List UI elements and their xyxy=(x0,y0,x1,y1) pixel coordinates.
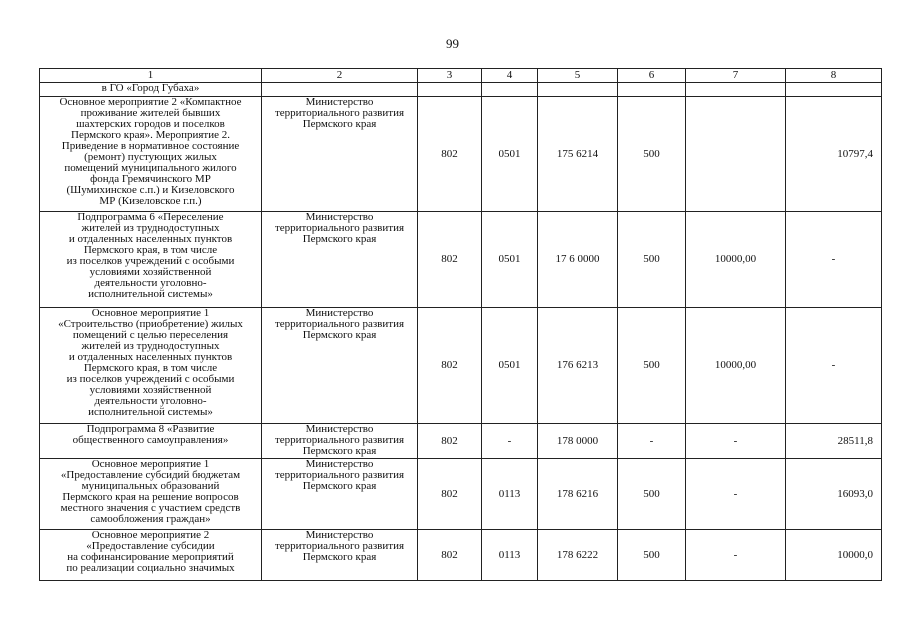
page-number: 99 xyxy=(446,36,459,51)
col5-cell: 17 6 0000 xyxy=(538,212,618,308)
col3-cell: 802 xyxy=(418,97,482,212)
col6-cell: 500 xyxy=(618,530,686,581)
col6-cell: 500 xyxy=(618,212,686,308)
table-row xyxy=(40,459,882,530)
header-row xyxy=(40,69,882,83)
table-row xyxy=(40,97,882,212)
header-cell-5: 5 xyxy=(538,69,618,83)
col4-cell: - xyxy=(482,424,538,459)
col7-cell: - xyxy=(686,424,786,459)
ministry-cell: Министерство территориального развития Пермского края xyxy=(262,530,418,581)
col3-cell: 802 xyxy=(418,212,482,308)
col4-cell: 0501 xyxy=(482,308,538,424)
ministry-cell xyxy=(262,83,418,97)
program-name-cell: Основное мероприятие 2 «Компактное проживание жителей бывших шахтерских городов и поселков Пермского края». Мероприятие 2. Приведение в нормативное состояние (ремонт) пустующих жилых помещений муниципального жилого фонда Гремячинского МР (Шумихинское с.п.) и Кизеловского МР (Кизеловское г.п.) xyxy=(40,97,262,212)
col3-cell: 802 xyxy=(418,424,482,459)
col7-cell: - xyxy=(686,459,786,530)
col3-cell: 802 xyxy=(418,530,482,581)
col8-cell: - xyxy=(786,308,882,424)
program-name-cell: в ГО «Город Губаха» xyxy=(40,83,262,97)
program-name-cell: Основное мероприятие 1 «Предоставление субсидий бюджетам муниципальных образований Пермского края на решение вопросов местного значения с участием средств самообложения граждан» xyxy=(40,459,262,530)
col6-cell: 500 xyxy=(618,97,686,212)
col6-cell: - xyxy=(618,424,686,459)
table-row xyxy=(40,424,882,459)
header-cell-6: 6 xyxy=(618,69,686,83)
col6-cell: 500 xyxy=(618,308,686,424)
ministry-cell: Министерство территориального развития Пермского края xyxy=(262,97,418,212)
col4-cell: 0501 xyxy=(482,97,538,212)
col7-cell xyxy=(686,97,786,212)
col7-cell: 10000,00 xyxy=(686,308,786,424)
header-cell-4: 4 xyxy=(482,69,538,83)
ministry-cell: Министерство территориального развития Пермского края xyxy=(262,308,418,424)
col4-cell xyxy=(482,83,538,97)
col4-cell: 0113 xyxy=(482,459,538,530)
header-cell-3: 3 xyxy=(418,69,482,83)
col6-cell: 500 xyxy=(618,459,686,530)
header-cell-7: 7 xyxy=(686,69,786,83)
header-cell-8: 8 xyxy=(786,69,882,83)
col7-cell xyxy=(686,83,786,97)
header-cell-1: 1 xyxy=(40,69,262,83)
col5-cell: 176 6213 xyxy=(538,308,618,424)
col4-cell: 0501 xyxy=(482,212,538,308)
ministry-cell: Министерство территориального развития Пермского края xyxy=(262,212,418,308)
program-name-cell: Основное мероприятие 1 «Строительство (приобретение) жилых помещений с целью переселения жителей из труднодоступных и отдаленных населенных пунктов Пермского края, в том числе из поселков учреждений с особыми условиями хозяйственной деятельности уголовно- исполнительной системы» xyxy=(40,308,262,424)
col3-cell xyxy=(418,83,482,97)
table-row xyxy=(40,83,882,97)
header-cell-2: 2 xyxy=(262,69,418,83)
table-row xyxy=(40,212,882,308)
col5-cell: 178 6216 xyxy=(538,459,618,530)
col4-cell: 0113 xyxy=(482,530,538,581)
col7-cell: 10000,00 xyxy=(686,212,786,308)
col8-cell: 10797,4 xyxy=(786,97,882,212)
ministry-cell: Министерство территориального развития Пермского края xyxy=(262,459,418,530)
ministry-cell: Министерство территориального развития Пермского края xyxy=(262,424,418,459)
table-row xyxy=(40,530,882,581)
col6-cell xyxy=(618,83,686,97)
budget-table xyxy=(39,68,882,581)
col3-cell: 802 xyxy=(418,459,482,530)
program-name-cell: Подпрограмма 6 «Переселение жителей из труднодоступных и отдаленных населенных пунктов Пермского края, в том числе из поселков учреждений с особыми условиями хозяйственной деятельности уголовно- исполнительной системы» xyxy=(40,212,262,308)
col8-cell xyxy=(786,83,882,97)
col8-cell: 10000,0 xyxy=(786,530,882,581)
col5-cell: 178 0000 xyxy=(538,424,618,459)
table-row xyxy=(40,308,882,424)
col5-cell: 178 6222 xyxy=(538,530,618,581)
col8-cell: 16093,0 xyxy=(786,459,882,530)
program-name-cell: Основное мероприятие 2 «Предоставление субсидии на софинансирование мероприятий по реализации социально значимых xyxy=(40,530,262,581)
col8-cell: - xyxy=(786,212,882,308)
col5-cell: 175 6214 xyxy=(538,97,618,212)
col3-cell: 802 xyxy=(418,308,482,424)
col5-cell xyxy=(538,83,618,97)
col8-cell: 28511,8 xyxy=(786,424,882,459)
col7-cell: - xyxy=(686,530,786,581)
program-name-cell: Подпрограмма 8 «Развитие общественного самоуправления» xyxy=(40,424,262,459)
